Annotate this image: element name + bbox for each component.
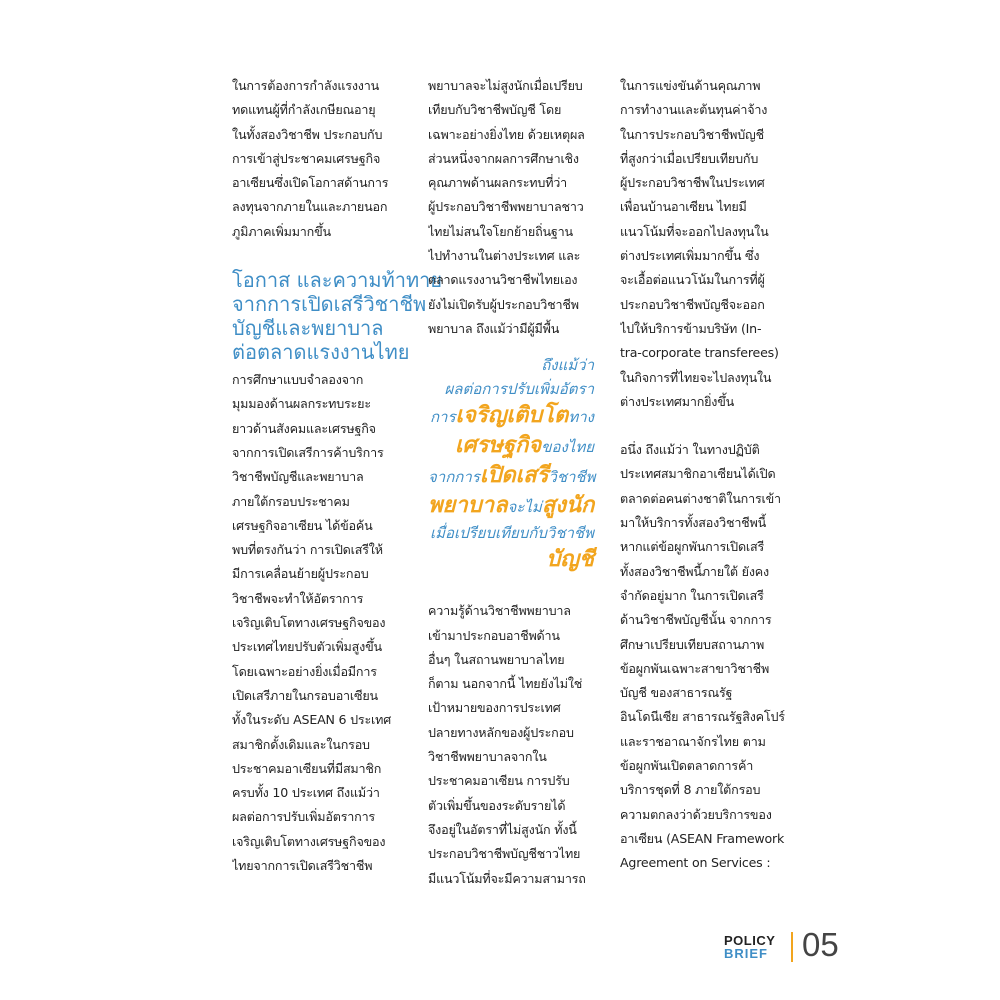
text-line: ผู้ประกอบวิชาชีพพยาบาลชาว [428, 199, 584, 215]
text-line: ที่สูงกว่าเมื่อเปรียบเทียบกับ [620, 150, 759, 166]
page-footer [724, 926, 864, 970]
text-line: ลงทุนจากภายในและภายนอก [232, 199, 388, 215]
section-heading [232, 268, 443, 365]
text-line: เพื่อนบ้านอาเซียน ไทยมี [620, 199, 747, 215]
text-line: ทดแทนผู้ที่กำลังเกษียณอายุ [232, 102, 376, 118]
text-line: ตลาดต่อคนต่างชาติในการเข้า [620, 490, 781, 506]
text-line: มีแนวโน้มที่จะมีความสามารถ [428, 870, 586, 886]
text-line: ยาวด้านสังคมและเศรษฐกิจ [232, 420, 376, 436]
text-line: มาให้บริการทั้งสองวิชาชีพนี้ [620, 515, 767, 531]
text-line: พยาบาลจะไม่สูงนักเมื่อเปรียบ [428, 78, 583, 93]
text-line: บัญชี ของสาธารณรัฐ [620, 685, 733, 701]
col3-bottom-paragraph [620, 438, 792, 875]
pull-quote-fragment: วิชาชีพ [548, 468, 596, 487]
page-number: 05 [802, 926, 839, 963]
text-line: จึงอยู่ในอัตราที่ไม่สูงนัก ทั้งนี้ [428, 821, 577, 837]
pull-quote-fragment: ทาง [568, 408, 594, 427]
text-line: ผลต่อการปรับเพิ่มอัตราการ [232, 809, 375, 825]
text-line: เศรษฐกิจอาเซียน ได้ข้อค้น [232, 517, 373, 533]
text-line: ตัวเพิ่มขึ้นของระดับรายได้ [428, 797, 566, 813]
text-line: แนวโน้มที่จะออกไปลงทุนใน [620, 223, 769, 239]
pull-quote-fragment: จากการ [428, 468, 480, 487]
column-1 [232, 74, 443, 878]
logo-word-policy: POLICY [724, 933, 776, 948]
text-line: ทั้งสองวิชาชีพนี้ภายใต้ ยังคง [620, 563, 769, 579]
text-line: ด้านวิชาชีพบัญชีนั้น จากการ [620, 612, 772, 628]
column-2 [428, 74, 600, 891]
text-line: โอกาส และความท้าทาย [232, 268, 443, 293]
text-line: เฉพาะอย่างยิ่งไทย ด้วยเหตุผล [428, 126, 585, 142]
spacer [620, 414, 792, 438]
text-line: ประชาคมอาเซียน การปรับ [428, 773, 570, 789]
text-line: ยังไม่เปิดรับผู้ประกอบวิชาชีพ [428, 296, 579, 312]
text-line: ในการประกอบวิชาชีพบัญชี [620, 126, 764, 142]
text-line: Agreement on Services : [620, 855, 771, 871]
pull-quote-emphasis: เปิดเสรี [479, 463, 549, 489]
text-line: ศึกษาเปรียบเทียบสถานภาพ [620, 636, 765, 652]
text-line: ประเทศสมาชิกอาเซียนได้เปิด [620, 466, 776, 482]
col2-top-paragraph [428, 74, 600, 341]
text-line: เข้ามาประกอบอาชีพด้าน [428, 627, 560, 643]
text-line: เจริญเติบโตทางเศรษฐกิจของ [232, 833, 386, 849]
spacer [428, 575, 600, 599]
pull-quote-line: เมื่อเปรียบเทียบกับวิชาชีพ [429, 524, 594, 543]
text-line: พยาบาล ถึงแม้ว่ามีผู้มีพื้น [428, 320, 560, 336]
pull-quote-fragment: การ [429, 408, 456, 427]
col1-body-paragraph [232, 368, 412, 878]
text-line: ในกิจการที่ไทยจะไปลงทุนใน [620, 369, 772, 385]
text-line: อินโดนีเซีย สาธารณรัฐสิงคโปร์ [620, 709, 785, 725]
text-line: ไทยจากการเปิดเสรีวิชาชีพ [232, 858, 373, 874]
text-line: อนึ่ง ถึงแม้ว่า ในทางปฏิบัติ [620, 442, 760, 458]
text-line: ครบทั้ง 10 ประเทศ ถึงแม้ว่า [232, 785, 380, 801]
text-line: ในทั้งสองวิชาชีพ ประกอบกับ [232, 126, 383, 142]
pull-quote-emphasis: บัญชี [546, 547, 594, 573]
text-line: ทั้งในระดับ ASEAN 6 ประเทศ [232, 712, 392, 728]
text-line: บริการชุดที่ 8 ภายใต้กรอบ [620, 782, 761, 798]
text-line: การเข้าสู่ประชาคมเศรษฐกิจ [232, 150, 381, 166]
pull-quote-emphasis: พยาบาล [428, 493, 508, 519]
pull-quote-line [428, 491, 594, 521]
text-line: ส่วนหนึ่งจากผลการศึกษาเชิง [428, 150, 579, 166]
pull-quote-fragment: จะไม่ [507, 498, 542, 517]
text-line: ผู้ประกอบวิชาชีพในประเทศ [620, 175, 765, 191]
text-line: จะเอื้อต่อแนวโน้มในการที่ผู้ [620, 272, 765, 288]
text-line: ตลาดแรงงานวิชาชีพไทยเอง [428, 272, 578, 288]
text-line: ไปทำงานในต่างประเทศ และ [428, 248, 581, 264]
text-line: ประชาคมอาเซียนที่มีสมาชิก [232, 760, 382, 776]
text-line: ข้อผูกพันเปิดตลาดการค้า [620, 758, 754, 774]
text-line: อาเซียนซึ่งเปิดโอกาสด้านการ [232, 175, 389, 191]
text-line: พบที่ตรงกันว่า การเปิดเสรีให้ [232, 542, 383, 558]
text-line: ปลายทางหลักของผู้ประกอบ [428, 724, 574, 740]
text-line: วิชาชีพจะทำให้อัตราการ [232, 590, 364, 606]
pull-quote-line: ถึงแม้ว่า [541, 356, 594, 375]
text-line: ความรู้ด้านวิชาชีพพยาบาล [428, 603, 571, 619]
text-line: ในการแข่งขันด้านคุณภาพ [620, 78, 761, 93]
text-line: มีการเคลื่อนย้ายผู้ประกอบ [232, 566, 369, 582]
text-line: มุมมองด้านผลกระทบระยะ [232, 396, 371, 412]
text-line: คุณภาพด้านผลกระทบที่ว่า [428, 175, 568, 191]
pull-quote-fragment: ของไทย [541, 438, 594, 457]
text-line: ในการต้องการกำลังแรงงาน [232, 78, 379, 93]
text-line: ภูมิภาคเพิ่มมากขึ้น [232, 223, 331, 239]
text-line: ไทยไม่สนใจโยกย้ายถิ่นฐาน [428, 223, 573, 239]
text-line: ต่างประเทศมากยิ่งขึ้น [620, 393, 735, 409]
text-line: เป้าหมายของการประเทศ [428, 700, 561, 716]
text-line: ไปให้บริการข้ามบริษัท (In- [620, 320, 762, 336]
pull-quote-emphasis: เศรษฐกิจ [455, 433, 542, 459]
col2-bottom-paragraph [428, 599, 600, 891]
column-3 [620, 74, 792, 876]
text-line: โดยเฉพาะอย่างยิ่งเมื่อมีการ [232, 663, 377, 679]
text-line: ข้อผูกพันเฉพาะสาขาวิชาชีพ [620, 660, 770, 676]
text-line: จากการเปิดเสรีการค้าบริการ [232, 444, 384, 460]
pull-quote-line [428, 461, 594, 491]
text-line: เปิดเสรีภายในกรอบอาเซียน [232, 687, 378, 703]
text-line: ประเทศไทยปรับตัวเพิ่มสูงขึ้น [232, 639, 382, 655]
text-line: หากแต่ข้อผูกพันการเปิดเสรี [620, 539, 765, 555]
text-line: ความตกลงว่าด้วยบริการของ [620, 806, 772, 822]
text-line: ก็ตาม นอกจากนี้ ไทยยังไม่ใช่ [428, 676, 583, 692]
logo-word-brief: BRIEF [724, 946, 768, 961]
text-line: วิชาชีพพยาบาลจากใน [428, 749, 547, 765]
text-line: อาเซียน (ASEAN Framework [620, 830, 785, 846]
footer-divider [791, 932, 793, 962]
text-line: ประกอบวิชาชีพบัญชีจะออก [620, 296, 765, 312]
text-line: วิชาชีพบัญชีและพยาบาล [232, 469, 364, 485]
text-line: ประกอบวิชาชีพบัญชีชาวไทย [428, 846, 581, 862]
text-line: ต่างประเทศเพิ่มมากขึ้น ซึ่ง [620, 248, 760, 264]
text-line: สมาชิกดั้งเดิมและในกรอบ [232, 736, 370, 752]
text-line: จำกัดอยู่มาก ในการเปิดเสรี [620, 587, 764, 603]
text-line: เจริญเติบโตทางเศรษฐกิจของ [232, 615, 386, 631]
text-line: ต่อตลาดแรงงานไทย [232, 340, 410, 365]
policy-brief-logo [724, 934, 775, 960]
pull-quote-line [428, 401, 594, 431]
text-line: และราชอาณาจักรไทย ตาม [620, 733, 766, 749]
pull-quote-line [428, 431, 594, 461]
text-line: การทำงานและต้นทุนค่าจ้าง [620, 102, 768, 118]
col1-intro-paragraph [232, 74, 412, 244]
pull-quote-emphasis: เจริญเติบโต [455, 403, 569, 429]
pull-quote-emphasis: สูงนัก [541, 493, 595, 519]
pull-quote-line: ผลต่อการปรับเพิ่มอัตรา [444, 380, 594, 399]
text-line: ภายใต้กรอบประชาคม [232, 493, 350, 509]
pull-quote [428, 353, 594, 575]
text-line: จากการเปิดเสรีวิชาชีพ [232, 292, 427, 317]
text-line: บัญชีและพยาบาล [232, 316, 384, 341]
text-line: tra-corporate transferees) [620, 345, 779, 361]
text-line: การศึกษาแบบจำลองจาก [232, 372, 364, 388]
spacer [232, 244, 412, 268]
col3-top-paragraph [620, 74, 792, 414]
text-line: เทียบกับวิชาชีพบัญชี โดย [428, 102, 562, 118]
text-line: อื่นๆ ในสถานพยาบาลไทย [428, 651, 565, 667]
